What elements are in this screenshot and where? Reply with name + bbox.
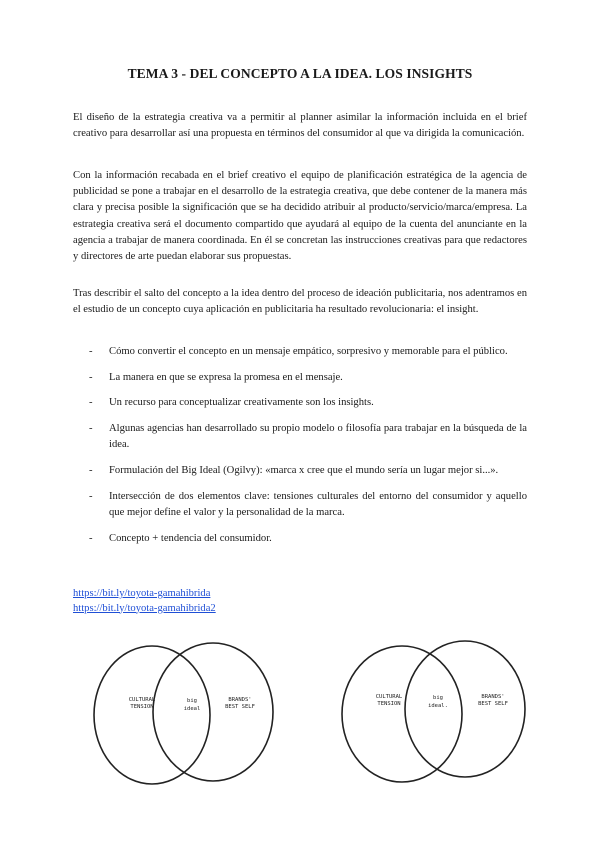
paragraph-insight: Tras describir el salto del concepto a la idea dentro del proceso de ideación publicitaria, nos adentramos en el estudio de un concepto cuya aplicación en publicitaria ha resultado revolucionaria: el insight. <box>73 288 527 316</box>
list-item <box>89 531 527 547</box>
right-circle-label: BRANDS' <box>228 697 252 703</box>
list-item-text: Intersección de dos elementos clave: tensiones culturales del entorno del consumidor y aquello que mejor define el valor y la personalidad de la marca. <box>109 490 527 518</box>
list-item-text: Un recurso para conceptualizar creativamente son los insights. <box>109 397 374 409</box>
bullet-dash: - <box>89 371 93 383</box>
list-item-text: Cómo convertir el concepto en un mensaje empático, sorpresivo y memorable para el público. <box>109 346 508 357</box>
center-label: big <box>433 695 443 701</box>
left-circle-label: TENSION <box>130 704 154 710</box>
list-item <box>89 421 527 453</box>
center-label: ideal. <box>428 703 448 709</box>
list-item-text: Concepto + tendencia del consumidor. <box>109 532 272 544</box>
list-item-text: Algunas agencias han desarrollado su propio modelo o filosofía para trabajar en la búsqueda de la idea. <box>109 423 527 451</box>
venn-diagram-right <box>335 638 535 798</box>
list-item-text: Formulación del Big Ideal (Ogilvy): «marca x cree que el mundo sería un lugar mejor si...». <box>109 465 499 477</box>
bullet-dash: - <box>89 465 93 477</box>
right-circle-label: BEST SELF <box>225 704 255 710</box>
cultural-tension-circle <box>342 646 462 782</box>
paragraph-intro: El diseño de la estrategia creativa va a permitir al planner asimilar la información incluida en el brief creativo para desarrollar así una propuesta en términos del consumidor al que va dirigida la comunicación. <box>73 112 527 140</box>
brand-best-self-circle <box>405 641 525 777</box>
bullet-dash: - <box>89 423 93 435</box>
list-item <box>89 370 527 386</box>
toyota-link-1[interactable]: https://bit.ly/toyota-gamahibrida <box>73 588 211 599</box>
paragraph-strategy: Con la información recabada en el brief creativo el equipo de planificación estratégica de la agencia de publicidad se pone a trabajar en el desarrollo de la estrategia creativa, que debe contener de la manera más clara y precisa posible la significación que se ha decidido atribuir al producto/servicio/marca/empresa. La estrategia creativa será el documento compartido que ayudará al equipo de la cuenta del anunciante en la agencia a trabajar de manera coordinada. En él se concretan las instrucciones creativas para que redactores y directores de arte puedan elaborar sus propuestas. <box>73 170 527 263</box>
left-circle-label: CULTURAL <box>128 697 156 703</box>
venn-diagram-left <box>90 638 280 798</box>
list-item <box>89 463 527 479</box>
list-item <box>89 489 527 521</box>
center-label: big <box>187 698 197 704</box>
center-label: ideal <box>183 706 201 712</box>
bullet-dash: - <box>89 490 93 502</box>
right-circle-label: BRANDS' <box>481 694 505 700</box>
left-circle-label: TENSION <box>377 701 401 707</box>
bullet-list <box>89 344 527 556</box>
bullet-dash: - <box>89 397 93 409</box>
bullet-dash: - <box>89 346 93 357</box>
right-circle-label: BEST SELF <box>478 701 508 707</box>
page-title: TEMA 3 - DEL CONCEPTO A LA IDEA. LOS INSIGHTS <box>127 66 473 81</box>
link-list <box>73 587 216 616</box>
bullet-dash: - <box>89 532 93 544</box>
list-item <box>89 344 527 360</box>
list-item <box>89 395 527 411</box>
cultural-tension-circle <box>94 646 210 784</box>
left-circle-label: CULTURAL <box>375 694 403 700</box>
toyota-link-2[interactable]: https://bit.ly/toyota-gamahibrida2 <box>73 602 216 614</box>
list-item-text: La manera en que se expresa la promesa en el mensaje. <box>109 371 343 383</box>
brand-best-self-circle <box>153 643 273 781</box>
